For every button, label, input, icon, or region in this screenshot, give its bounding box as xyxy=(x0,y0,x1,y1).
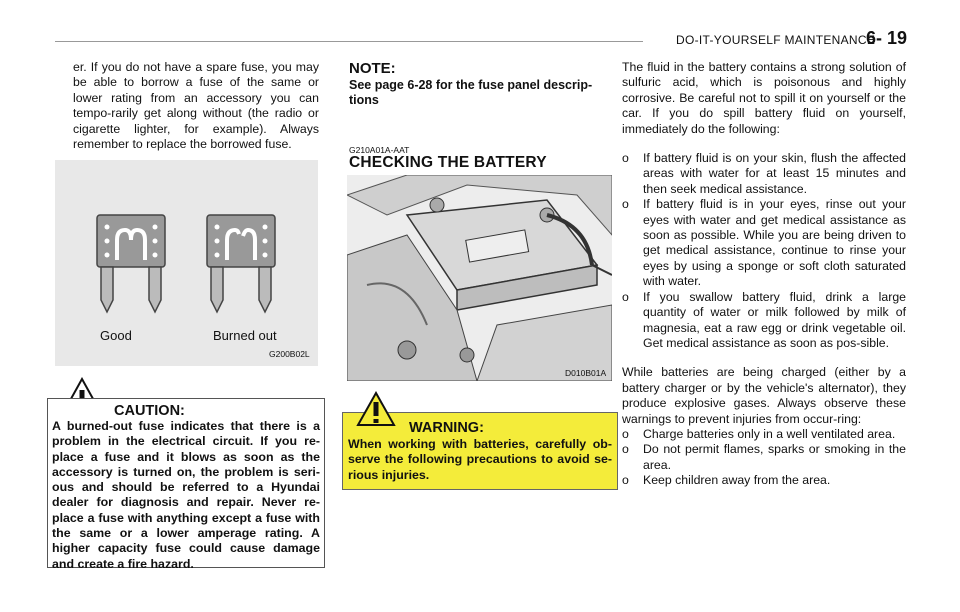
page-number: 6- 19 xyxy=(866,28,908,48)
list-item: o If battery fluid is in your eyes, rinse out your eyes with water and get medical assistance as soon as possible. While you are being driven to get medical assistance, continue to rinse your eyes by using a sponge or soft cloth saturated with water. xyxy=(622,197,906,289)
battery-fluid-column xyxy=(622,60,906,489)
caution-body: A burned-out fuse indicates that there is a problem in the electrical circuit. If you re-place a fuse and it blows as soon as the accessory is turned on, the problem is seri-ous and should be referred to a Hyundai dealer for diagnosis and repair. Never re-place a fuse with anything except a fuse with the same or a lower amperage rating. A higher capacity fuse could cause damage and create a fire hazard. xyxy=(52,419,320,571)
note-body: See page 6-28 for the fuse panel descrip-tions xyxy=(349,78,593,107)
note-title: NOTE: xyxy=(349,60,396,77)
header-rule xyxy=(55,41,643,42)
list-item: o If you swallow battery fluid, drink a large quantity of water or milk followed by milk of magnesia, eat a raw egg or drink vegetable oil. Get medical assistance as soon as pos-sible. xyxy=(622,289,906,350)
battery-figure xyxy=(347,175,612,381)
charging-paragraph: While batteries are being charged (either by a battery charger or by the vehicle's alternator), they produce explosive gases. Always observe these warnings to prevent injuries from occur-ring: xyxy=(622,365,906,426)
fuse-paragraph: er. If you do not have a spare fuse, you may be able to borrow a fuse of the same or lower rating from an accessory you can tempo-rarily get along without (the radio or cigarette lighter, for example). Always remember to replace the borrowed fuse. xyxy=(73,60,319,152)
burned-fuse-drawing xyxy=(207,215,275,312)
good-fuse-label: Good xyxy=(100,328,132,343)
burned-fuse-label: Burned out xyxy=(213,328,277,343)
battery-intro-paragraph: The fluid in the battery contains a strong solution of sulfuric acid, which is poisonous and highly corrosive. Be careful not to spill it on yourself or the car. If you do spill battery fluid on yourself, immediately do the following: xyxy=(622,60,906,136)
fuse-figure xyxy=(55,160,318,366)
caution-title: CAUTION: xyxy=(114,403,185,419)
list-item: o Keep children away from the area. xyxy=(622,473,831,488)
section-code: G210A01A-AAT xyxy=(349,145,410,155)
list-item: o Do not permit flames, sparks or smoking in the area. xyxy=(622,442,906,472)
warning-body: When working with batteries, carefully ob-serve the following precautions to avoid se-rious injuries. xyxy=(348,437,612,482)
warning-title: WARNING: xyxy=(409,420,484,436)
battery-illustration xyxy=(347,175,612,381)
section-title: CHECKING THE BATTERY xyxy=(349,154,547,171)
header-section-title: DO-IT-YOURSELF MAINTENANCE xyxy=(676,33,876,47)
caution-box xyxy=(47,398,325,571)
fuse-figure-code: G200B02L xyxy=(269,349,310,359)
warning-icon xyxy=(356,391,396,432)
good-fuse-drawing xyxy=(97,215,165,312)
battery-figure-code: D010B01A xyxy=(565,368,607,378)
fuse-illustration xyxy=(55,160,318,366)
list-item: o Charge batteries only in a well ventilated area. xyxy=(622,426,896,441)
list-item: o If battery fluid is on your skin, flush the affected areas with water for at least 15 minutes and then seek medical assistance. xyxy=(622,151,906,196)
